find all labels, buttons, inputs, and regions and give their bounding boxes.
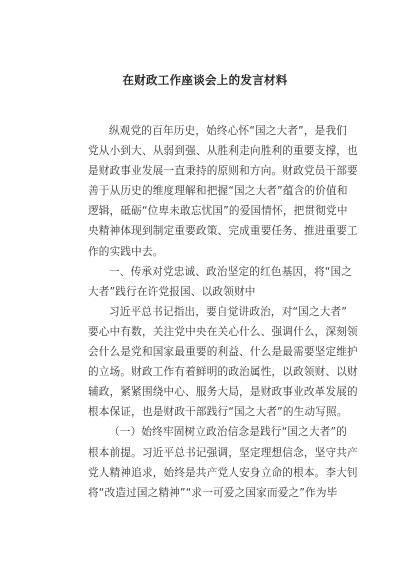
paragraph-line: 根本保证，也是财政干部践行“国之大者”的生动写照。 xyxy=(88,406,348,419)
paragraph-line: 是财政事业发展一直秉持的原则和方向。财政党员干部要 xyxy=(88,165,358,178)
paragraph-line: 党从小到大、从弱到强、从胜利走向胜利的重要支撑，也 xyxy=(88,145,358,158)
paragraph-line: 善于从历史的维度理解和把握“国之大者”蕴含的价值和 xyxy=(88,185,348,198)
paragraph-line: 要心中有数，关注党中央在关心什么、强调什么，深刻领 xyxy=(88,325,358,338)
paragraph-line: 逻辑，砥砺“位卑未敢忘忧国”的爱国情怀，把贯彻党中 xyxy=(88,205,348,218)
section-heading-line: 一、传承对党忠诚、政治坚定的红色基因，将“国之 xyxy=(109,265,353,278)
document-body xyxy=(88,121,358,503)
paragraph-line: 央精神体现到制定重要政策、完成重要任务、推进重要工 xyxy=(88,225,358,238)
paragraph-line: 辅政，紧紧围绕中心、服务大局，是财政事业改革发展的 xyxy=(88,386,358,399)
document-title: 在财政工作座谈会上的发言材料 xyxy=(122,73,288,87)
paragraph-line: 纵观党的百年历史，始终心怀“国之大者”，是我们 xyxy=(109,125,348,137)
paragraph-line: 的立场。财政工作有着鲜明的政治属性，以政领财、以财 xyxy=(88,366,358,379)
paragraph-line: （一）始终牢固树立政治信念是践行“国之大者”的 xyxy=(109,426,348,439)
paragraph-line: 习近平总书记指出，要自觉讲政治，对“国之大者” xyxy=(109,305,348,318)
paragraph-line: 将“改造过国之精神”“求一可爱之国家而爱之”作为毕 xyxy=(88,486,338,499)
paragraph-line: 根本前提。习近平总书记强调，坚定理想信念，坚守共产 xyxy=(88,446,358,459)
paragraph-line: 党人精神追求，始终是共产党人安身立命的根本。李大钊 xyxy=(88,466,358,479)
paragraph-line: 会什么是党和国家最重要的利益、什么是最需要坚定维护 xyxy=(88,346,358,359)
section-heading-line: 大者”践行在许党报国、以政领财中 xyxy=(88,285,256,298)
paragraph-line: 作的实践中去。 xyxy=(88,245,164,258)
